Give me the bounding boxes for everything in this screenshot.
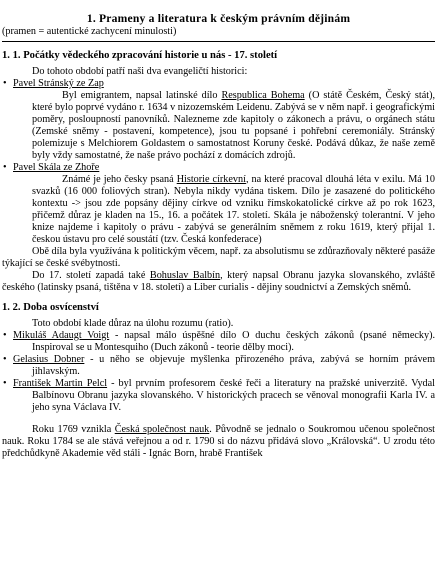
page-title: 1. Prameny a literatura k českým právním dějinám <box>86 12 351 25</box>
bullet-icon: • <box>3 378 7 389</box>
list-item <box>2 162 435 246</box>
paragraph: Do 17. století zapadá také Bohuslav Balbín, který napsal Obranu jazyka slovanského, zvláště českého (latinsky psaná, tištěna v 18. století) a Liber curialis - dějiny soudnictví a Zemských sněmů. <box>2 270 435 293</box>
work-title: Respublica Bohema <box>221 90 305 101</box>
person-name: Mikuláš Adaugt Voigt <box>13 330 110 341</box>
section-heading-1-2: 1. 2. Doba osvícenství <box>2 302 99 313</box>
title-divider <box>2 41 435 42</box>
list-item-text: Byl emigrantem, napsal latinské dílo Respublica Bohema (O státě Českém, Český stát), které bylo poprvé vydáno r. 1634 v nizozemském Leidenu. Zabývá se v něm např. i geografickými poměry, posloupností panovníků. Nalezneme zde kapitoly o zákonech a právu, o orgánech státu (Zemské sněmy - postavení, kompetence), jsou tu popsané i pohřební ceremoniály. Stránský polemizuje s Melchiorem Goldastem o samostatnost Koruny české. Podává důkaz, že naše země byly vždy samostatné, že naše právo pochází z domácích zdrojů. <box>32 90 435 161</box>
section-2-intro: Toto období klade důraz na úlohu rozumu (ratio). <box>32 318 234 329</box>
bullet-icon: • <box>3 354 7 365</box>
historians-list <box>2 78 435 246</box>
bullet-icon: • <box>3 330 7 341</box>
list-item-text: František Martin Pelcl - byl prvním profesorem české řeči a literatury na pražské univerzitě. Vydal Balbínovu Obranu jazyka slovanského. V historických pracech se věnoval monografii Karla IV. a jeho syna Václava IV. <box>13 378 435 413</box>
list-item <box>2 330 435 354</box>
paragraph: Obě díla byla využívána k politickým věcem, např. za absolutismu se zdůrazňovaly některé pasáže týkající se české svébytnosti. <box>2 246 435 269</box>
list-item-text: Gelasius Dobner - u něho se objevuje myšlenka přirozeného práva, zabývá se horním právem jihlavským. <box>13 354 435 377</box>
person-name: Bohuslav Balbín <box>149 270 221 281</box>
list-item <box>2 354 435 378</box>
bullet-icon: • <box>3 162 7 173</box>
paragraph: Roku 1769 vznikla Česká společnost nauk. Původně se jednalo o Soukromou učenou společnost nauk. Roku 1784 se ale stává veřejnou a od r. 1790 si do názvu přidává slovo „Královská“. U zrodu této předchůdkyně Akademie věd stáli - Ignác Born, hrabě František <box>2 424 435 459</box>
list-item-text: Známé je jeho česky psaná Historie církevní, na které pracoval dlouhá léta v exilu. Má 10 svazků (16 000 foliových stran). Nebyla nikdy vydána tiskem. Dílo je zasazené do politického kontextu -> jsou zde popsány dějiny církve od vzniku římskokatolické církve až po rok 1623, přičemž důraz je kladen na 15., 16. a počátek 17. století. Skála je náboženský tolerantní. V jeho knize najdeme i kapitoly o právu - zabývá se generálním sněmem z roku 1619, který přijal 1. českou ústavu pro celé soustátí (tzv. Česká konfederace) <box>32 174 435 245</box>
society-name: Česká společnost nauk <box>114 424 210 435</box>
person-name: Gelasius Dobner <box>13 354 85 365</box>
list-item-text: Mikuláš Adaugt Voigt - napsal málo úspěšné dílo O duchu českých zákonů (psané německy). Inspiroval se u Montesquiho (Duch zákonů - teorie dělby moci). <box>13 330 435 353</box>
work-title: Historie církevní <box>176 174 246 185</box>
page-subtitle: (pramen = autentické zachycení minulosti) <box>2 26 177 37</box>
enlightenment-list <box>2 330 435 414</box>
section-heading-1-1: 1. 1. Počátky vědeckého zpracování historie u nás - 17. století <box>2 50 278 61</box>
section-1-intro: Do tohoto období patří naši dva evangeličtí historici: <box>32 66 248 77</box>
list-item <box>2 378 435 414</box>
list-item <box>2 78 435 162</box>
person-name: Pavel Skála ze Zhoře <box>13 162 100 173</box>
person-name: František Martin Pelcl <box>13 378 108 389</box>
spacer <box>2 414 435 424</box>
bullet-icon: • <box>3 78 7 89</box>
person-name: Pavel Stránský ze Zap <box>13 78 104 89</box>
